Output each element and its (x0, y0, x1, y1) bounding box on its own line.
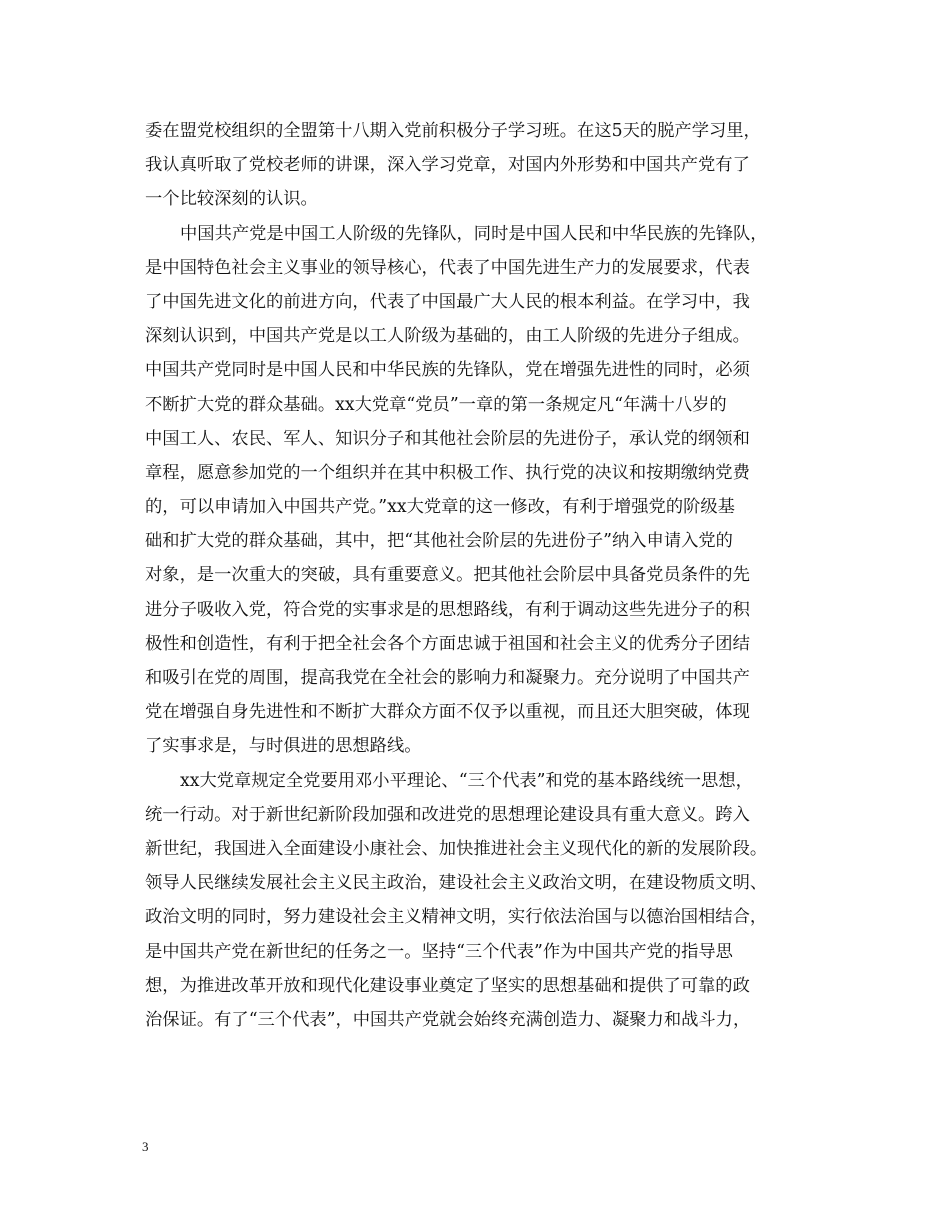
text-line: 一个比较深刻的认识。 (145, 189, 318, 210)
text-line: 想，为推进改革开放和现代化建设事业奠定了坚实的思想基础和提供了可靠的政 (145, 975, 750, 996)
text-line: 党在增强自身先进性和不断扩大群众方面不仅予以重视，而且还大胆突破，体现 (145, 702, 750, 723)
text-line: 中国共产党同时是中国人民和中华民族的先锋队，党在增强先进性的同时，必须 (145, 360, 750, 381)
text-line: 治保证。有了“三个代表”，中国共产党就会始终充满创造力、凝聚力和战斗力， (145, 1009, 751, 1030)
page-number: 3 (142, 1139, 149, 1154)
text-line: 的，可以申请加入中国共产党。”xx大党章的这一修改，有利于增强党的阶级基 (145, 497, 735, 518)
text-line: 深刻认识到，中国共产党是以工人阶级为基础的，由工人阶级的先进分子组成。 (145, 326, 750, 347)
text-line: 对象，是一次重大的突破，具有重要意义。把其他社会阶层中具备党员条件的先 (145, 565, 750, 586)
text-line: 委在盟党校组织的全盟第十八期入党前积极分子学习班。在这5天的脱产学习里， (145, 121, 761, 141)
text-line: 是中国特色社会主义事业的领导核心，代表了中国先进生产力的发展要求，代表 (145, 257, 750, 278)
text-line: 中国共产党是中国工人阶级的先锋队，同时是中国人民和中华民族的先锋队， (180, 223, 768, 244)
text-line: 不断扩大党的群众基础。xx大党章“党员”一章的第一条规定凡“年满十八岁的 (145, 394, 727, 415)
text-line: 是中国共产党在新世纪的任务之一。坚持“三个代表”作为中国共产党的指导思 (145, 941, 733, 962)
text-line: 进分子吸收入党，符合党的实事求是的思想路线，有利于调动这些先进分子的积 (145, 599, 750, 620)
text-line: 中国工人、农民、军人、知识分子和其他社会阶层的先进份子，承认党的纲领和 (145, 428, 750, 449)
text-line: 了实事求是，与时俱进的思想路线。 (145, 736, 422, 757)
text-line: xx大党章规定全党要用邓小平理论、“三个代表”和党的基本路线统一思想， (180, 770, 753, 791)
text-line: 统一行动。对于新世纪新阶段加强和改进党的思想理论建设具有重大意义。跨入 (145, 804, 750, 825)
text-line: 极性和创造性，有利于把全社会各个方面忠诚于祖国和社会主义的优秀分子团结 (145, 633, 750, 654)
text-line: 领导人民继续发展社会主义民主政治，建设社会主义政治文明，在建设物质文明、 (145, 873, 768, 894)
document-body (145, 114, 815, 1037)
text-line: 和吸引在党的周围，提高我党在全社会的影响力和凝聚力。充分说明了中国共产 (145, 668, 750, 688)
text-line: 了中国先进文化的前进方向，代表了中国最广大人民的根本利益。在学习中，我 (145, 291, 750, 312)
text-line: 新世纪，我国进入全面建设小康社会、加快推进社会主义现代化的新的发展阶段。 (145, 838, 768, 859)
text-line: 政治文明的同时，努力建设社会主义精神文明，实行依法治国与以德治国相结合， (145, 907, 768, 928)
text-line: 我认真听取了党校老师的讲课，深入学习党章，对国内外形势和中国共产党有了 (145, 155, 750, 176)
text-line: 章程，愿意参加党的一个组织并在其中积极工作、执行党的决议和按期缴纳党费 (145, 462, 750, 483)
text-line: 础和扩大党的群众基础，其中，把“其他社会阶层的先进份子”纳入申请入党的 (145, 531, 733, 552)
